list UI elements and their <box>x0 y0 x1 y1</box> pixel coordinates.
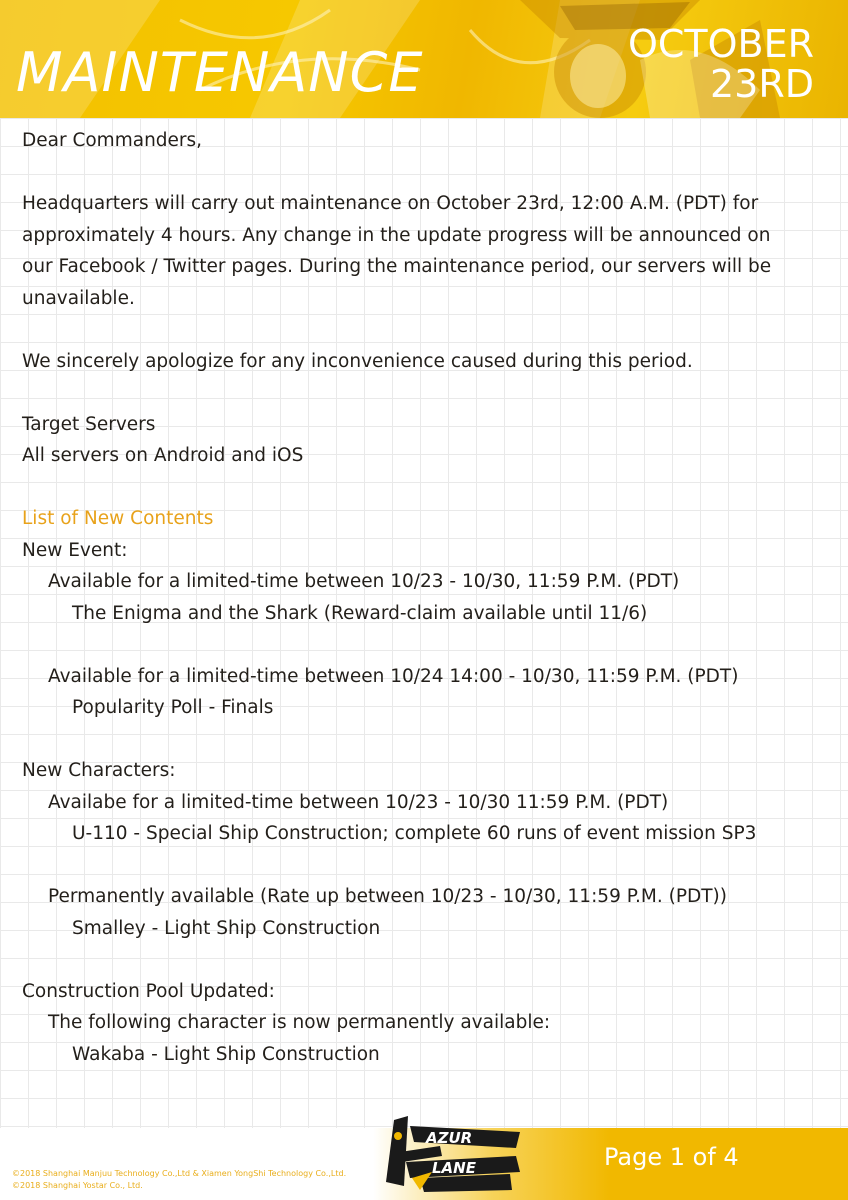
copyright-line-1: ©2018 Shanghai Manjuu Technology Co.,Ltd & Xiamen YongShi Technology Co.,Ltd. <box>12 1169 347 1178</box>
announcement-body <box>22 125 832 1070</box>
header-banner <box>0 0 848 118</box>
date-day: 23RD <box>709 62 814 106</box>
new-event-heading: New Event: <box>22 539 128 561</box>
target-servers-value: All servers on Android and iOS <box>22 445 304 466</box>
azur-lane-logo <box>380 1112 528 1194</box>
new-event-period-2: Available for a limited-time between 10/24 14:00 - 10/30, 11:59 P.M. (PDT) <box>48 665 739 687</box>
intro-paragraph: Headquarters will carry out maintenance on October 23rd, 12:00 A.M. (PDT) for approximately 4 hours. Any change in the update progress will be announced on our Facebook / Twitter pages. During the maintenance period, our servers will be unavailable. <box>22 193 772 309</box>
new-event-detail-1: The Enigma and the Shark (Reward-claim available until 11/6) <box>72 602 648 624</box>
date-month: OCTOBER <box>627 22 814 66</box>
svg-text:LANE: LANE <box>432 1159 476 1177</box>
copyright-line-2: ©2018 Shanghai Yostar Co., Ltd. <box>12 1181 143 1190</box>
new-event-detail-2: Popularity Poll - Finals <box>72 697 274 718</box>
new-characters-detail-2: Smalley - Light Ship Construction <box>72 917 381 939</box>
new-characters-heading: New Characters: <box>22 760 176 781</box>
construction-pool-heading: Construction Pool Updated: <box>22 980 275 1002</box>
new-contents-heading: List of New Contents <box>22 508 214 529</box>
new-characters-period-1: Availabe for a limited-time between 10/23 - 10/30 11:59 P.M. (PDT) <box>48 791 669 813</box>
page-indicator: Page 1 of 4 <box>604 1143 739 1171</box>
construction-pool-period-1: The following character is now permanently available: <box>48 1012 551 1033</box>
greeting: Dear Commanders, <box>22 130 203 151</box>
new-event-period-1: Available for a limited-time between 10/23 - 10/30, 11:59 P.M. (PDT) <box>48 571 680 592</box>
svg-text:AZUR: AZUR <box>426 1129 473 1147</box>
new-characters-period-2: Permanently available (Rate up between 10/23 - 10/30, 11:59 P.M. (PDT)) <box>48 886 727 907</box>
copyright <box>12 1168 346 1192</box>
target-servers-heading: Target Servers <box>22 413 156 435</box>
construction-pool-detail-1: Wakaba - Light Ship Construction <box>72 1043 380 1065</box>
page-title: MAINTENANCE <box>16 41 424 104</box>
maintenance-date <box>628 24 814 104</box>
apology-paragraph: We sincerely apologize for any inconvenience caused during this period. <box>22 350 693 372</box>
new-characters-detail-1: U-110 - Special Ship Construction; complete 60 runs of event mission SP3 <box>72 823 757 844</box>
